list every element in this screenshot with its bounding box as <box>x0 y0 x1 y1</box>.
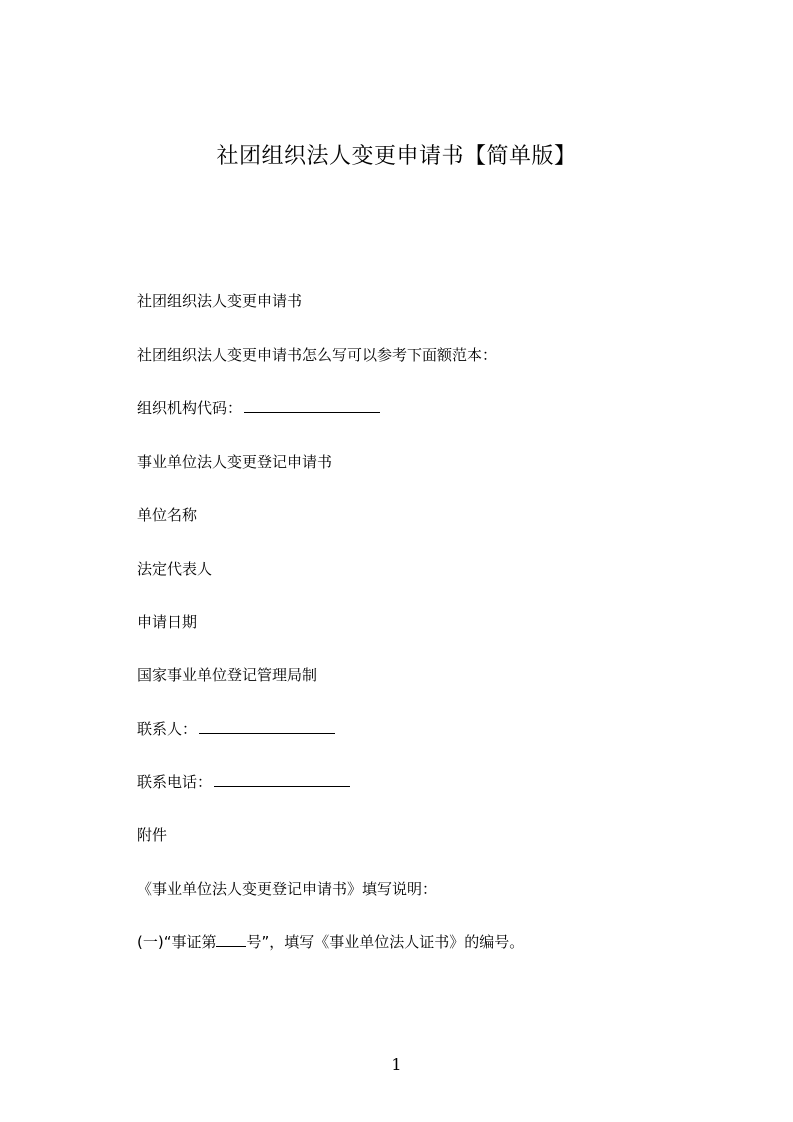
contact-person-label: 联系人： <box>137 720 198 738</box>
paragraph-unit-name: 单位名称 <box>137 506 198 524</box>
paragraph-instructions-title: 《事业单位法人变更登记申请书》填写说明： <box>137 880 438 898</box>
org-code-blank <box>244 400 380 413</box>
instruction-item-1 <box>137 932 524 952</box>
paragraph-intro: 社团组织法人变更申请书怎么写可以参考下面额范本： <box>137 346 498 364</box>
contact-phone-label: 联系电话： <box>137 773 213 791</box>
instruction-item-1-suffix: 号”，填写《事业单位法人证书》的编号。 <box>246 933 525 951</box>
contact-person-field <box>137 719 335 739</box>
paragraph-form-title: 事业单位法人变更登记申请书 <box>137 453 333 471</box>
document-title: 社团组织法人变更申请书【简单版】 <box>216 144 577 169</box>
page-number: 1 <box>391 1055 402 1074</box>
paragraph-issuer: 国家事业单位登记管理局制 <box>137 666 318 684</box>
instruction-item-1-prefix: (一)“事证第 <box>137 933 217 951</box>
paragraph-heading: 社团组织法人变更申请书 <box>137 292 303 310</box>
paragraph-apply-date: 申请日期 <box>137 613 198 631</box>
contact-phone-field <box>137 772 350 792</box>
org-code-field <box>137 398 380 418</box>
paragraph-attachment: 附件 <box>137 826 168 844</box>
certificate-number-blank <box>216 934 246 947</box>
contact-person-blank <box>199 721 335 734</box>
contact-phone-blank <box>214 774 350 787</box>
org-code-label: 组织机构代码： <box>137 399 243 417</box>
paragraph-legal-rep: 法定代表人 <box>137 560 213 578</box>
